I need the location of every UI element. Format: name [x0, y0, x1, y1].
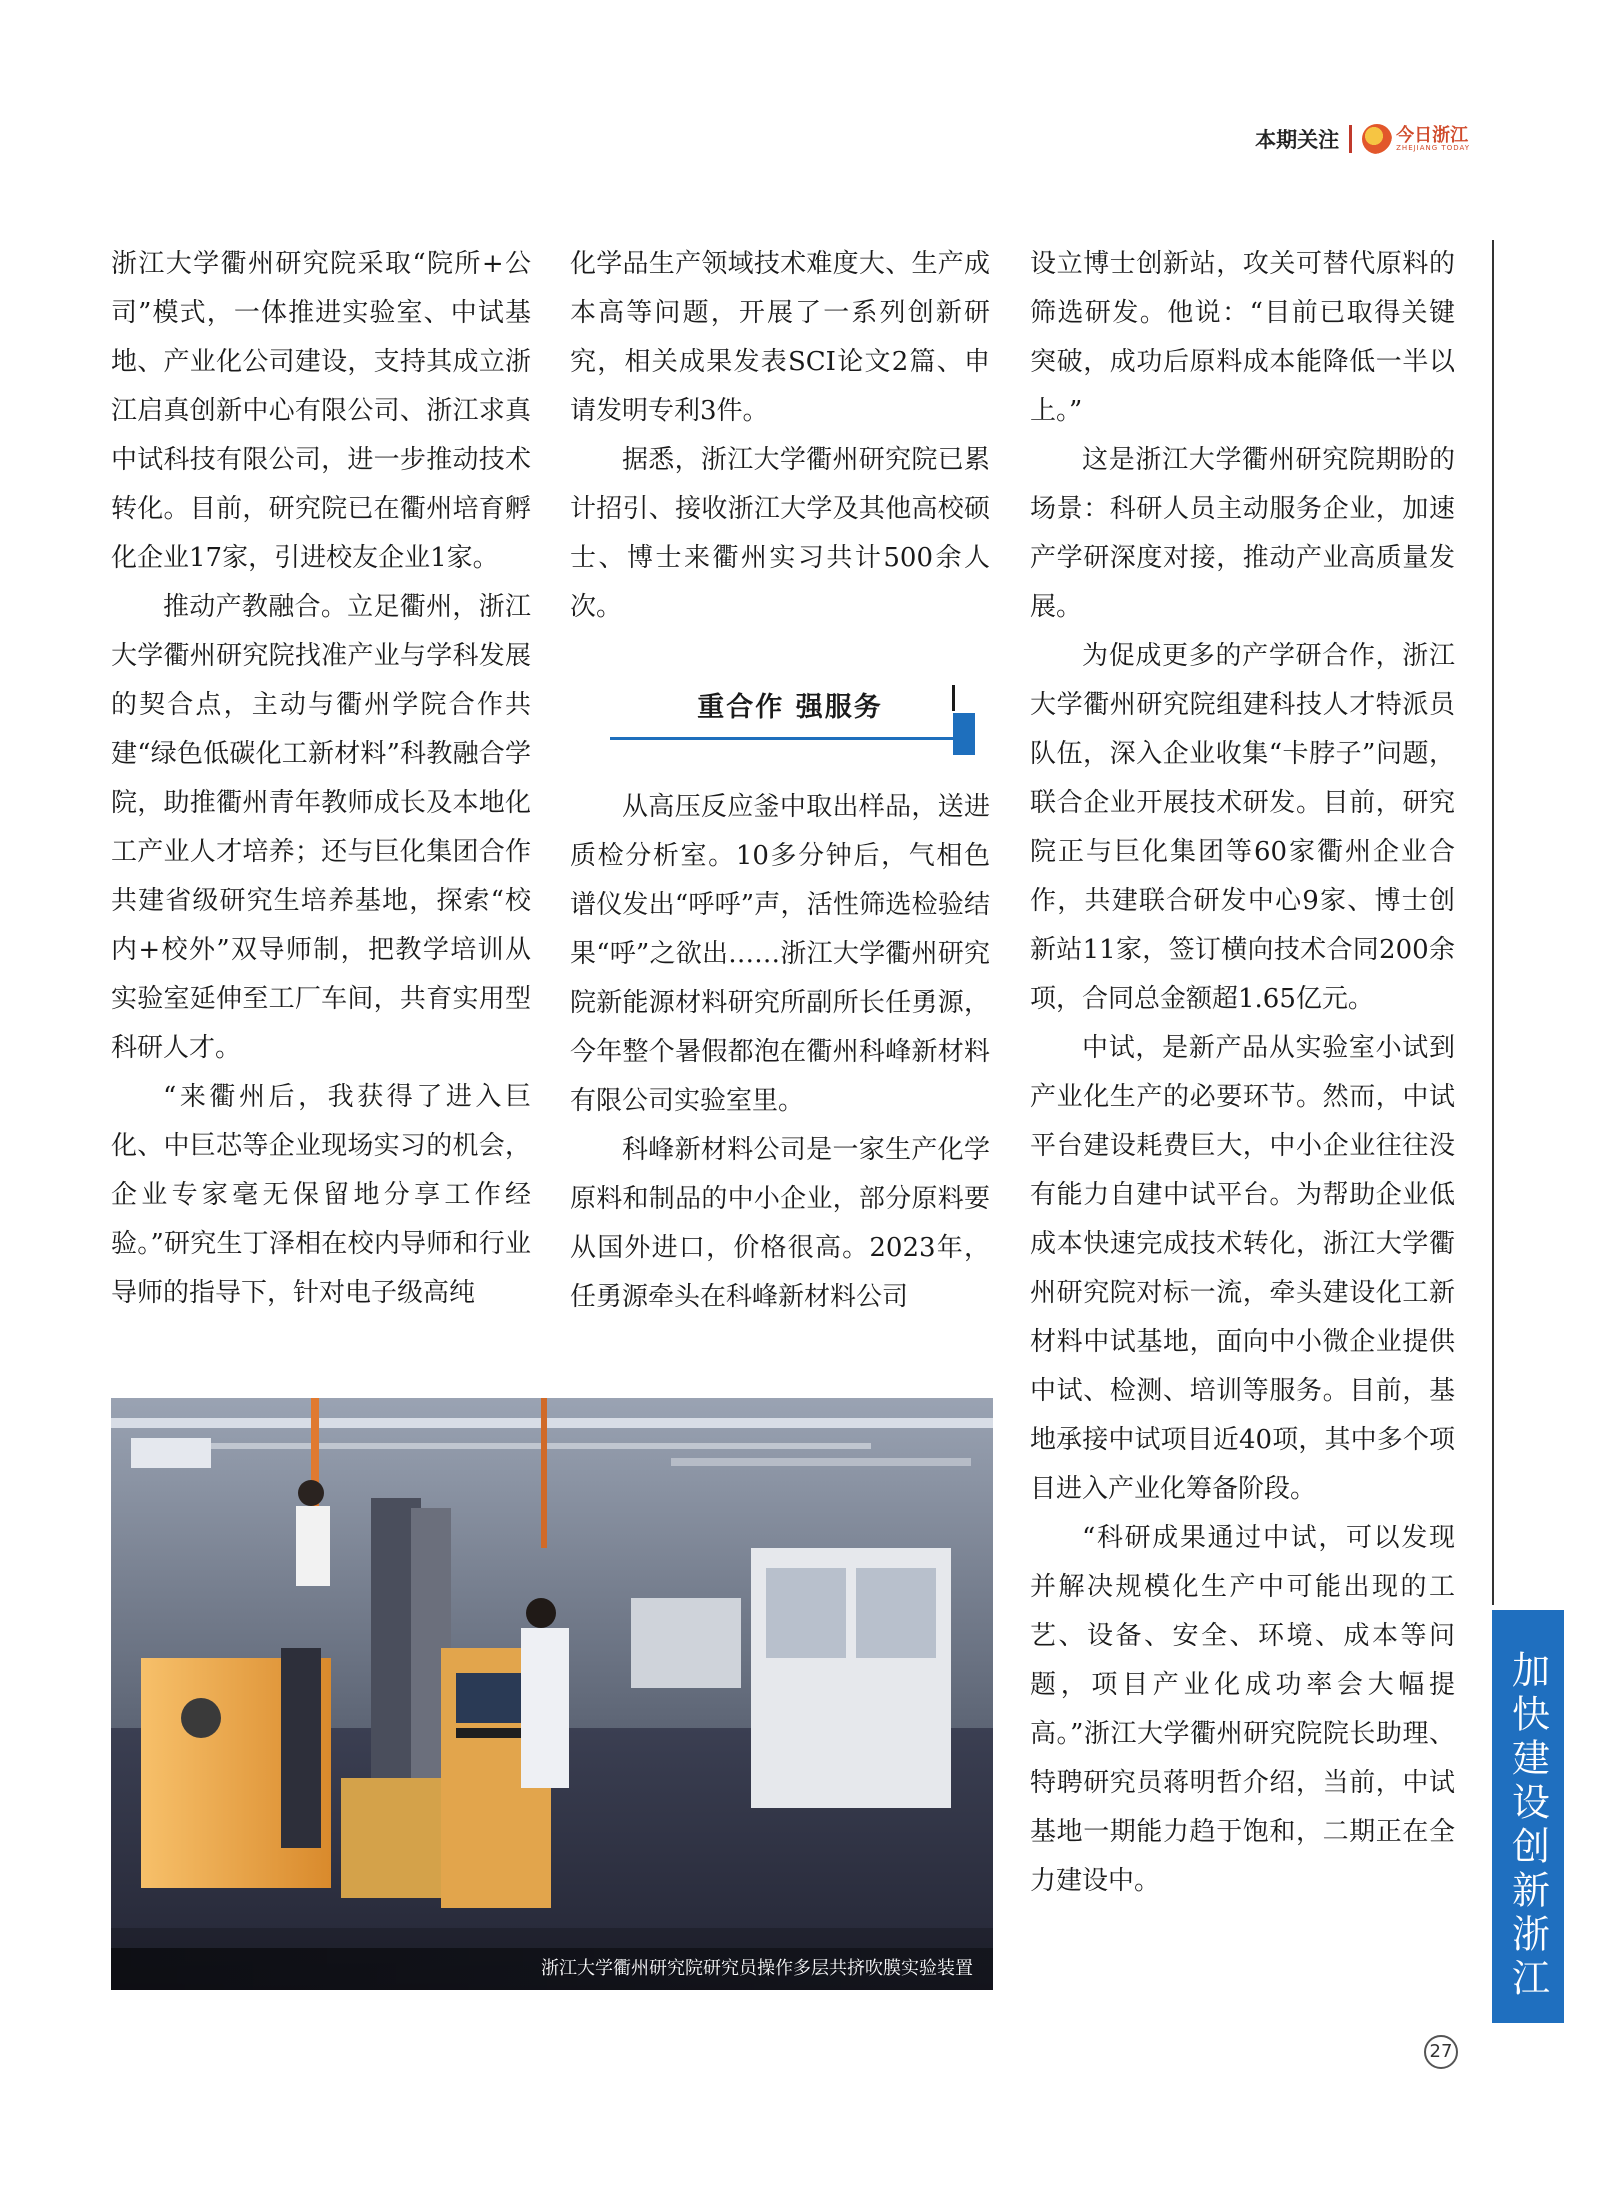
header-divider: [1349, 125, 1352, 153]
paragraph: 浙江大学衢州研究院采取“院所+公司”模式，一体推进实验室、中试基地、产业化公司建设，支持其成立浙江启真创新中心有限公司、浙江求真中试科技有限公司，进一步推动技术转化。目前，研究院已在衢州培育孵化企业17家，引进校友企业1家。: [111, 249, 531, 573]
paragraph: 从高压反应釜中取出样品，送进质检分析室。10多分钟后，气相色谱仪发出“呼呼”声，活性筛选检验结果“呼”之欲出……浙江大学衢州研究院新能源材料研究所副所长任勇源，今年整个暑假都泡在衢州科峰新材料有限公司实验室里。: [570, 792, 990, 1116]
text-column-3: [1030, 240, 1455, 1906]
paragraph: 设立博士创新站，攻关可替代原料的筛选研发。他说：“目前已取得关键突破，成功后原料成本能降低一半以上。”: [1030, 249, 1455, 426]
paragraph: 科峰新材料公司是一家生产化学原料和制品的中小企业，部分原料要从国外进口，价格很高。2023年，任勇源牵头在科峰新材料公司: [570, 1135, 990, 1312]
paragraph: 化学品生产领域技术难度大、生产成本高等问题，开展了一系列创新研究，相关成果发表SCI论文2篇、申请发明专利3件。: [570, 249, 990, 426]
paragraph: 中试，是新产品从实验室小试到产业化生产的必要环节。然而，中试平台建设耗费巨大，中小企业往往没有能力自建中试平台。为帮助企业低成本快速完成技术转化，浙江大学衢州研究院对标一流，牵头建设化工新材料中试基地，面向中小微企业提供中试、检测、培训等服务。目前，基地承接中试项目近40项，其中多个项目进入产业化筹备阶段。: [1030, 1033, 1455, 1504]
subheading-text: 重合作 强服务: [697, 692, 883, 723]
subheading-tick: [952, 685, 955, 711]
magazine-logo: [1362, 124, 1470, 154]
section-subheading: [610, 685, 975, 740]
page-header: [1255, 124, 1470, 154]
text-column-2-top: [570, 240, 990, 632]
side-rule: [1492, 240, 1494, 1605]
paragraph: “来衢州后，我获得了进入巨化、中巨芯等企业现场实习的机会，企业专家毫无保留地分享工作经验。”研究生丁泽相在校内导师和行业导师的指导下，针对电子级高纯: [111, 1082, 531, 1308]
logo-sun-icon: [1362, 124, 1392, 154]
logo-subtitle: ZHEJIANG TODAY: [1396, 143, 1470, 152]
column-tab: [1492, 1610, 1564, 2023]
subheading-underline: [610, 737, 960, 740]
page-number: 27: [1424, 2035, 1458, 2069]
logo-title: 今日浙江: [1396, 124, 1469, 146]
paragraph: 推动产教融合。立足衢州，浙江大学衢州研究院找准产业与学科发展的契合点，主动与衢州学院合作共建“绿色低碳化工新材料”科教融合学院，助推衢州青年教师成长及本地化工产业人才培养；还与巨化集团合作共建省级研究生培养基地，探索“校内+校外”双导师制，把教学培训从实验室延伸至工厂车间，共育实用型科研人才。: [111, 592, 531, 1063]
paragraph: 据悉，浙江大学衢州研究院已累计招引、接收浙江大学及其他高校硕士、博士来衢州实习共计500余人次。: [570, 445, 990, 622]
photo-caption: 浙江大学衢州研究院研究员操作多层共挤吹膜实验装置: [111, 1948, 993, 1990]
paragraph: “科研成果通过中试，可以发现并解决规模化生产中可能出现的工艺、设备、安全、环境、成本等问题，项目产业化成功率会大幅提高。”浙江大学衢州研究院院长助理、特聘研究员蒋明哲介绍，当前，中试基地一期能力趋于饱和，二期正在全力建设中。: [1030, 1523, 1455, 1896]
paragraph: 为促成更多的产学研合作，浙江大学衢州研究院组建科技人才特派员队伍，深入企业收集“卡脖子”问题，联合企业开展技术研发。目前，研究院正与巨化集团等60家衢州企业合作，共建联合研发中心9家、博士创新站11家，签订横向技术合同200余项，合同总金额超1.65亿元。: [1030, 641, 1455, 1014]
column-tab-label: 加快建设创新浙江: [1505, 1650, 1550, 2002]
paragraph: 这是浙江大学衢州研究院期盼的场景：科研人员主动服务企业，加速产学研深度对接，推动产业高质量发展。: [1030, 445, 1455, 622]
section-label: 本期关注: [1255, 128, 1340, 152]
text-column-2-bottom: [570, 783, 990, 1322]
lab-photo: [111, 1398, 993, 1990]
subheading-accent-block: [953, 713, 975, 755]
lab-photo-illustration: [111, 1398, 993, 1990]
text-column-1: [111, 240, 531, 1318]
